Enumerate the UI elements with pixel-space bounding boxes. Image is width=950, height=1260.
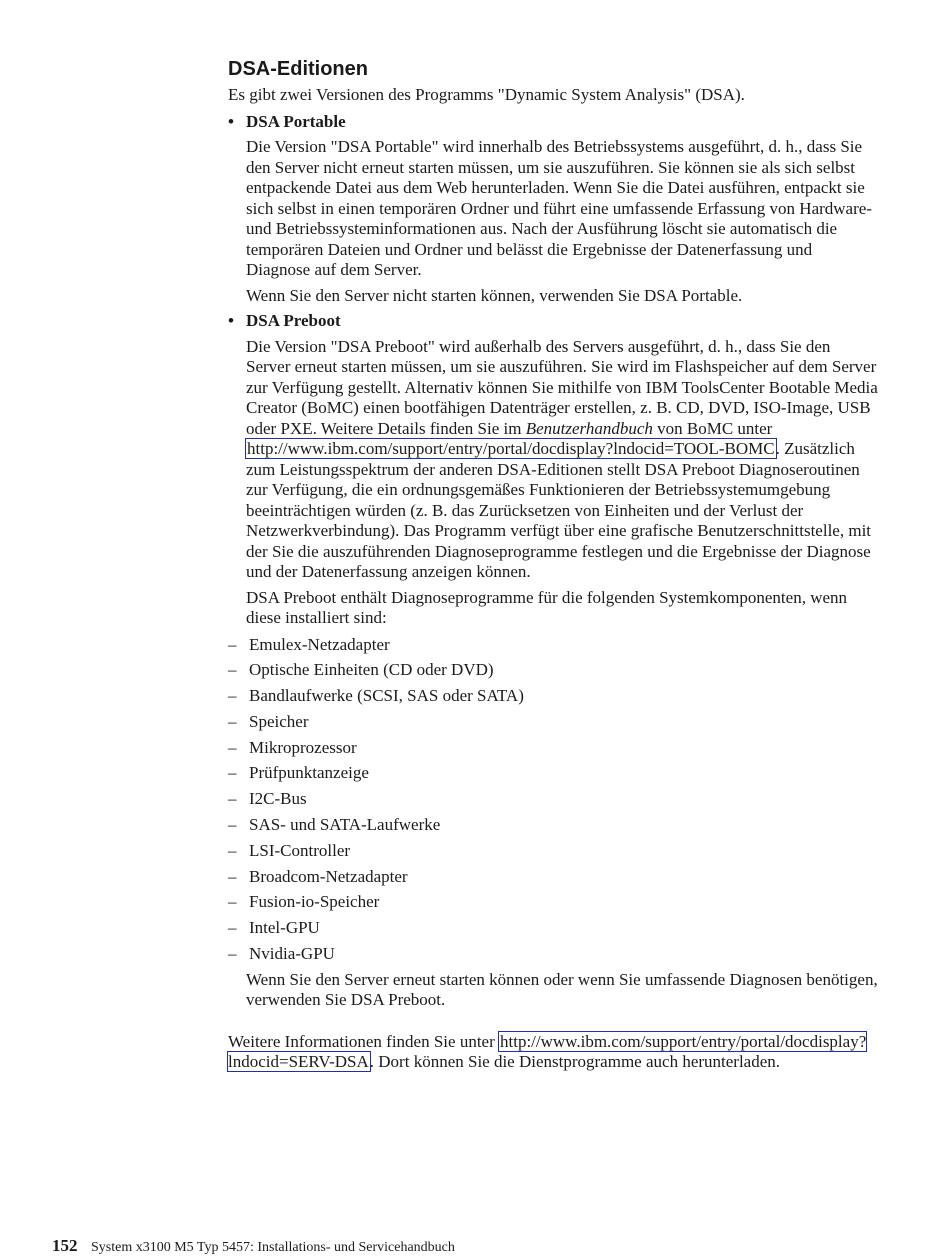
component-list-item	[228, 841, 878, 867]
component-list-item	[228, 635, 878, 661]
bomc-link[interactable]: http://www.ibm.com/support/entry/portal/docdisplay?lndocid=TOOL-BOMC	[247, 439, 775, 458]
dash-bullet-icon: –	[228, 789, 237, 809]
component-list-item	[228, 918, 878, 944]
dash-bullet-icon: –	[228, 840, 237, 860]
dash-bullet-icon: –	[228, 763, 237, 783]
intro-paragraph: Es gibt zwei Versionen des Programms "Dynamic System Analysis" (DSA).	[228, 85, 745, 104]
dash-bullet-icon: –	[228, 892, 237, 912]
component-list-item	[228, 789, 878, 815]
component-list-item	[228, 660, 878, 686]
serv-dsa-link[interactable]: http://www.ibm.com/support/entry/portal/docdisplay?lndocid=SERV-DSA	[228, 1031, 867, 1072]
bullet-dot-icon: •	[228, 311, 234, 330]
component-label: LSI-Controller	[249, 840, 351, 860]
page-footer	[52, 1236, 455, 1256]
dash-bullet-icon: –	[228, 711, 237, 731]
preboot-text-start: Die Version "DSA Preboot" wird außerhalb des Servers ausgeführt, d. h., dass Sie den Server erneut starten müssen, um sie auszuführen. Sie wird im Flashspeicher auf dem Server zur Verfügung gestellt. Alternativ können Sie mithilfe von IBM ToolsCenter Bootable Media Creator (BoMC) einen bootfähigen Datenträger erstellen, z. B. CD, DVD, ISO-Image, USB oder PXE. Weitere Details finden Sie im	[246, 336, 878, 438]
component-label: Prüfpunktanzeige	[249, 763, 369, 783]
portable-title: DSA Portable	[246, 111, 346, 131]
page-number: 152	[52, 1236, 78, 1255]
portable-paragraph-1: Die Version "DSA Portable" wird innerhalb des Betriebssystems ausgeführt, d. h., dass Sie den Server nicht erneut starten müssen, um sie auszuführen. Sie können sie als sich selbst entpackende Datei aus dem Web herunterladen. Wenn Sie die Datei ausführen, entpackt sie sich selbst in einen temporären Ordner und führt eine umfassende Erfassung von Hardware- und Betriebssysteminformationen aus. Nach der Ausführung löscht sie automatisch die temporären Dateien und Ordner und belässt die Ergebnisse der Datenerfassung und Diagnose auf dem Server.	[246, 137, 872, 279]
component-list-item	[228, 815, 878, 841]
component-list-item	[228, 763, 878, 789]
more-info-paragraph	[228, 1032, 878, 1073]
component-label: Mikroprozessor	[249, 737, 357, 757]
dash-bullet-icon: –	[228, 737, 237, 757]
bullet-preboot-title	[228, 311, 878, 332]
dash-bullet-icon: –	[228, 660, 237, 680]
component-label: Intel-GPU	[249, 918, 320, 938]
preboot-paragraph	[228, 337, 878, 583]
dash-bullet-icon: –	[228, 944, 237, 964]
component-list-item	[228, 712, 878, 738]
preboot-text-mid: von BoMC unter	[652, 418, 773, 438]
content-block	[228, 85, 878, 1073]
component-label: Fusion-io-Speicher	[249, 892, 380, 912]
component-label: Optische Einheiten (CD oder DVD)	[249, 660, 494, 680]
component-label: SAS- und SATA-Laufwerke	[249, 815, 441, 835]
component-list-item	[228, 738, 878, 764]
components-list	[228, 635, 878, 970]
portable-paragraph-2: Wenn Sie den Server nicht starten können, verwenden Sie DSA Portable.	[246, 285, 743, 305]
component-label: Speicher	[249, 711, 309, 731]
component-label: Emulex-Netzadapter	[249, 634, 390, 654]
preboot-closing: Wenn Sie den Server erneut starten können oder wenn Sie umfassende Diagnosen benötigen, verwenden Sie DSA Preboot.	[246, 969, 878, 1010]
more-info-text-start: Weitere Informationen finden Sie unter	[228, 1031, 500, 1051]
component-label: Broadcom-Netzadapter	[249, 866, 408, 886]
component-list-item	[228, 867, 878, 893]
manual-title: Benutzerhandbuch	[525, 418, 653, 438]
more-info-text-end: . Dort können Sie die Dienstprogramme auch herunterladen.	[369, 1052, 781, 1072]
component-list-item	[228, 944, 878, 970]
dash-bullet-icon: –	[228, 815, 237, 835]
dash-bullet-icon: –	[228, 634, 237, 654]
dash-bullet-icon: –	[228, 918, 237, 938]
component-label: Bandlaufwerke (SCSI, SAS oder SATA)	[249, 686, 524, 706]
footer-title: System x3100 M5 Typ 5457: Installations- und Servicehandbuch	[91, 1240, 455, 1255]
component-label: I2C-Bus	[249, 789, 307, 809]
preboot-text-end: . Zusätzlich zum Leistungsspektrum der anderen DSA-Editionen stellt DSA Preboot Diagnoseroutinen zur Verfügung, die ein ordnungsgemäßes Funktionieren der Betriebssystemumgebung beeinträchtigen würden (z. B. das Zurücksetzen von Einheiten und der Verlust der Netzwerkverbindung). Das Programm verfügt über eine grafische Benutzerschnittstelle, mit der Sie die auszuführenden Diagnoseprogramme festlegen und die Ergebnisse der Diagnose und der Datenerfassung anzeigen können.	[246, 439, 872, 581]
component-list-item	[228, 892, 878, 918]
section-heading: DSA-Editionen	[228, 58, 368, 80]
bullet-portable-title	[228, 112, 878, 133]
component-list-item	[228, 686, 878, 712]
component-label: Nvidia-GPU	[249, 944, 335, 964]
bullet-dot-icon: •	[228, 111, 234, 131]
components-intro: DSA Preboot enthält Diagnoseprogramme für die folgenden Systemkomponenten, wenn diese installiert sind:	[246, 587, 848, 627]
dash-bullet-icon: –	[228, 686, 237, 706]
preboot-title: DSA Preboot	[246, 311, 341, 330]
dash-bullet-icon: –	[228, 866, 237, 886]
